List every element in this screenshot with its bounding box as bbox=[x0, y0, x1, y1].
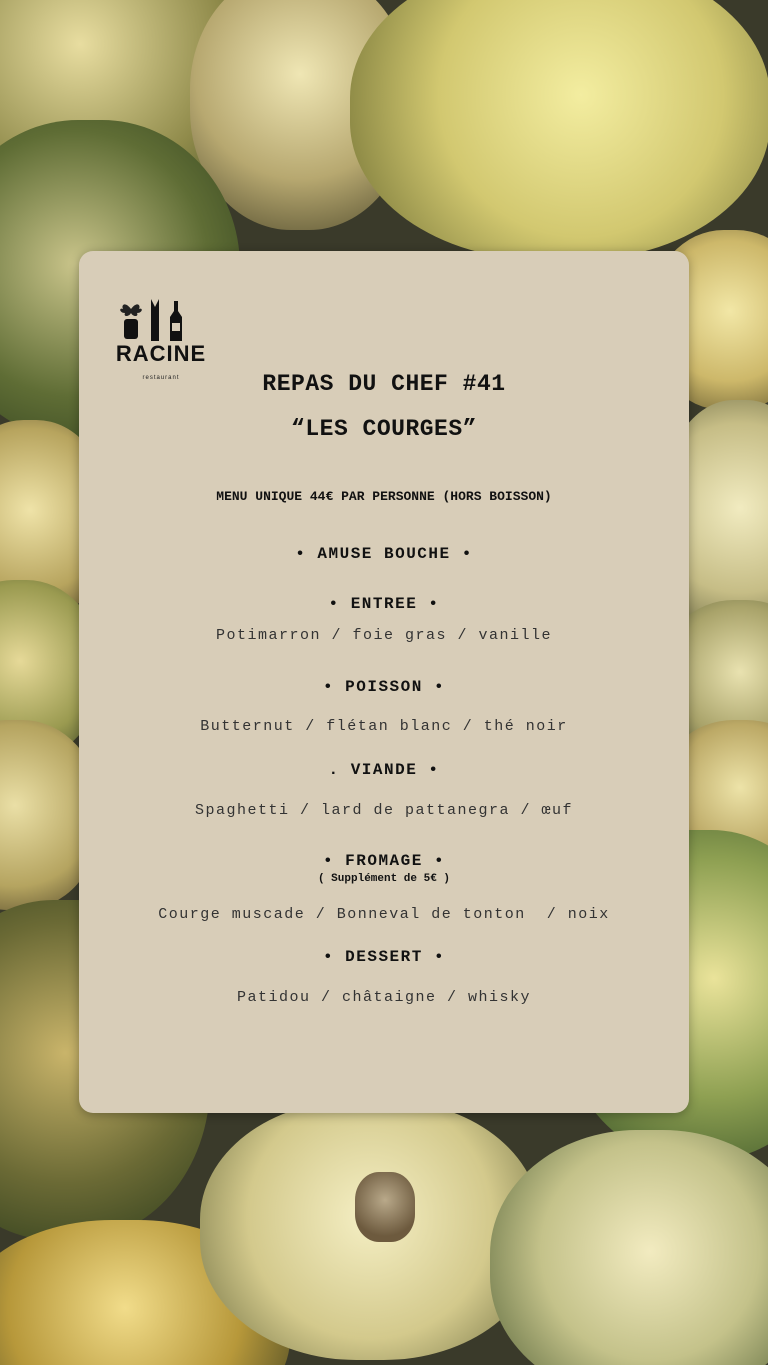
logo-tagline: restaurant bbox=[142, 375, 180, 381]
dish-fromage: Courge muscade / Bonneval de tonton / noix bbox=[158, 906, 610, 923]
dish-dessert: Patidou / châtaigne / whisky bbox=[236, 989, 532, 1006]
squash-stem bbox=[355, 1172, 415, 1242]
course-heading-amuse-bouche: • AMUSE BOUCHE • bbox=[295, 545, 473, 563]
course-heading-entree: • ENTREE • bbox=[328, 595, 440, 613]
dish-viande: Spaghetti / lard de pattanegra / œuf bbox=[194, 802, 574, 819]
squash bbox=[490, 1130, 768, 1365]
menu-title: REPAS DU CHEF #41 bbox=[262, 371, 506, 397]
course-heading-fromage: • FROMAGE • bbox=[322, 852, 446, 870]
course-heading-dessert: • DESSERT • bbox=[322, 948, 446, 966]
menu-theme: “LES COURGES” bbox=[291, 416, 477, 442]
logo-wordmark: RACINE bbox=[115, 341, 207, 366]
fromage-supplement-note: ( Supplément de 5€ ) bbox=[317, 873, 451, 885]
menu-card bbox=[79, 251, 689, 1113]
dish-entree: Potimarron / foie gras / vanille bbox=[215, 627, 553, 644]
price-line: MENU UNIQUE 44€ PAR PERSONNE (HORS BOISSON) bbox=[216, 489, 552, 504]
course-heading-poisson: • POISSON • bbox=[322, 678, 446, 696]
dish-poisson: Butternut / flétan blanc / thé noir bbox=[200, 718, 568, 735]
logo-illustration-icon bbox=[113, 295, 209, 345]
course-heading-viande: . VIANDE • bbox=[328, 761, 440, 779]
squash bbox=[350, 0, 768, 260]
